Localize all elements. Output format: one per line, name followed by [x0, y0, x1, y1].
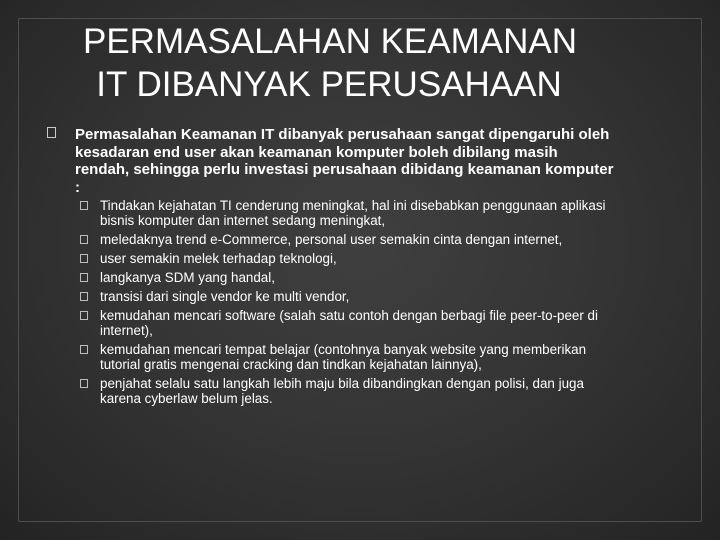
sub-bullet-list [80, 198, 640, 410]
list-item-text: langkanya SDM yang handal, [100, 270, 275, 286]
main-bullet-text: Permasalahan Keamanan IT dibanyak perusahaan sangat dipengaruhi oleh kesadaran end user akan keamanan komputer boleh dibilang masih rendah, sehingga perlu investasi perusahaan dibidang keamanan komputer : [75, 126, 614, 196]
list-item-text: kemudahan mencari tempat belajar (contohnya banyak website yang memberikan tutorial gratis mengenai cracking dan tindkan kejahatan lainnya), [100, 342, 587, 373]
list-item [80, 289, 640, 304]
bullet-box-icon [80, 311, 88, 320]
bullet-box-icon [47, 127, 56, 138]
bullet-box-icon [80, 273, 88, 282]
list-item [80, 270, 640, 285]
bullet-box-icon [80, 254, 88, 263]
bullet-box-icon [80, 345, 88, 354]
list-item-text: kemudahan mencari software (salah satu contoh dengan berbagi file peer-to-peer di internet), [100, 308, 598, 339]
list-item-text: transisi dari single vendor ke multi vendor, [100, 289, 350, 305]
bullet-box-icon [80, 201, 88, 210]
bullet-box-icon [80, 235, 88, 244]
list-item [80, 232, 640, 247]
list-item [80, 342, 640, 372]
list-item-text: meledaknya trend e-Commerce, personal user semakin cinta dengan internet, [100, 232, 563, 248]
bullet-box-icon [80, 379, 88, 388]
list-item [80, 198, 640, 228]
list-item [80, 376, 640, 406]
list-item-text: user semakin melek terhadap teknologi, [100, 251, 337, 267]
list-item [80, 251, 640, 266]
title-line-1: PERMASALAHAN KEAMANAN [82, 22, 578, 61]
list-item [80, 308, 640, 338]
list-item-text: Tindakan kejahatan TI cenderung meningkat, hal ini disebabkan penggunaan aplikasi bisnis komputer dan internet sedang meningkat, [100, 198, 606, 229]
bullet-box-icon [80, 292, 88, 301]
title-line-2: IT DIBANYAK PERUSAHAAN [96, 65, 562, 104]
slide-title [0, 20, 720, 106]
list-item-text: penjahat selalu satu langkah lebih maju bila dibandingkan dengan polisi, dan juga karena cyberlaw belum jelas. [100, 376, 584, 407]
main-bullet [47, 126, 614, 196]
